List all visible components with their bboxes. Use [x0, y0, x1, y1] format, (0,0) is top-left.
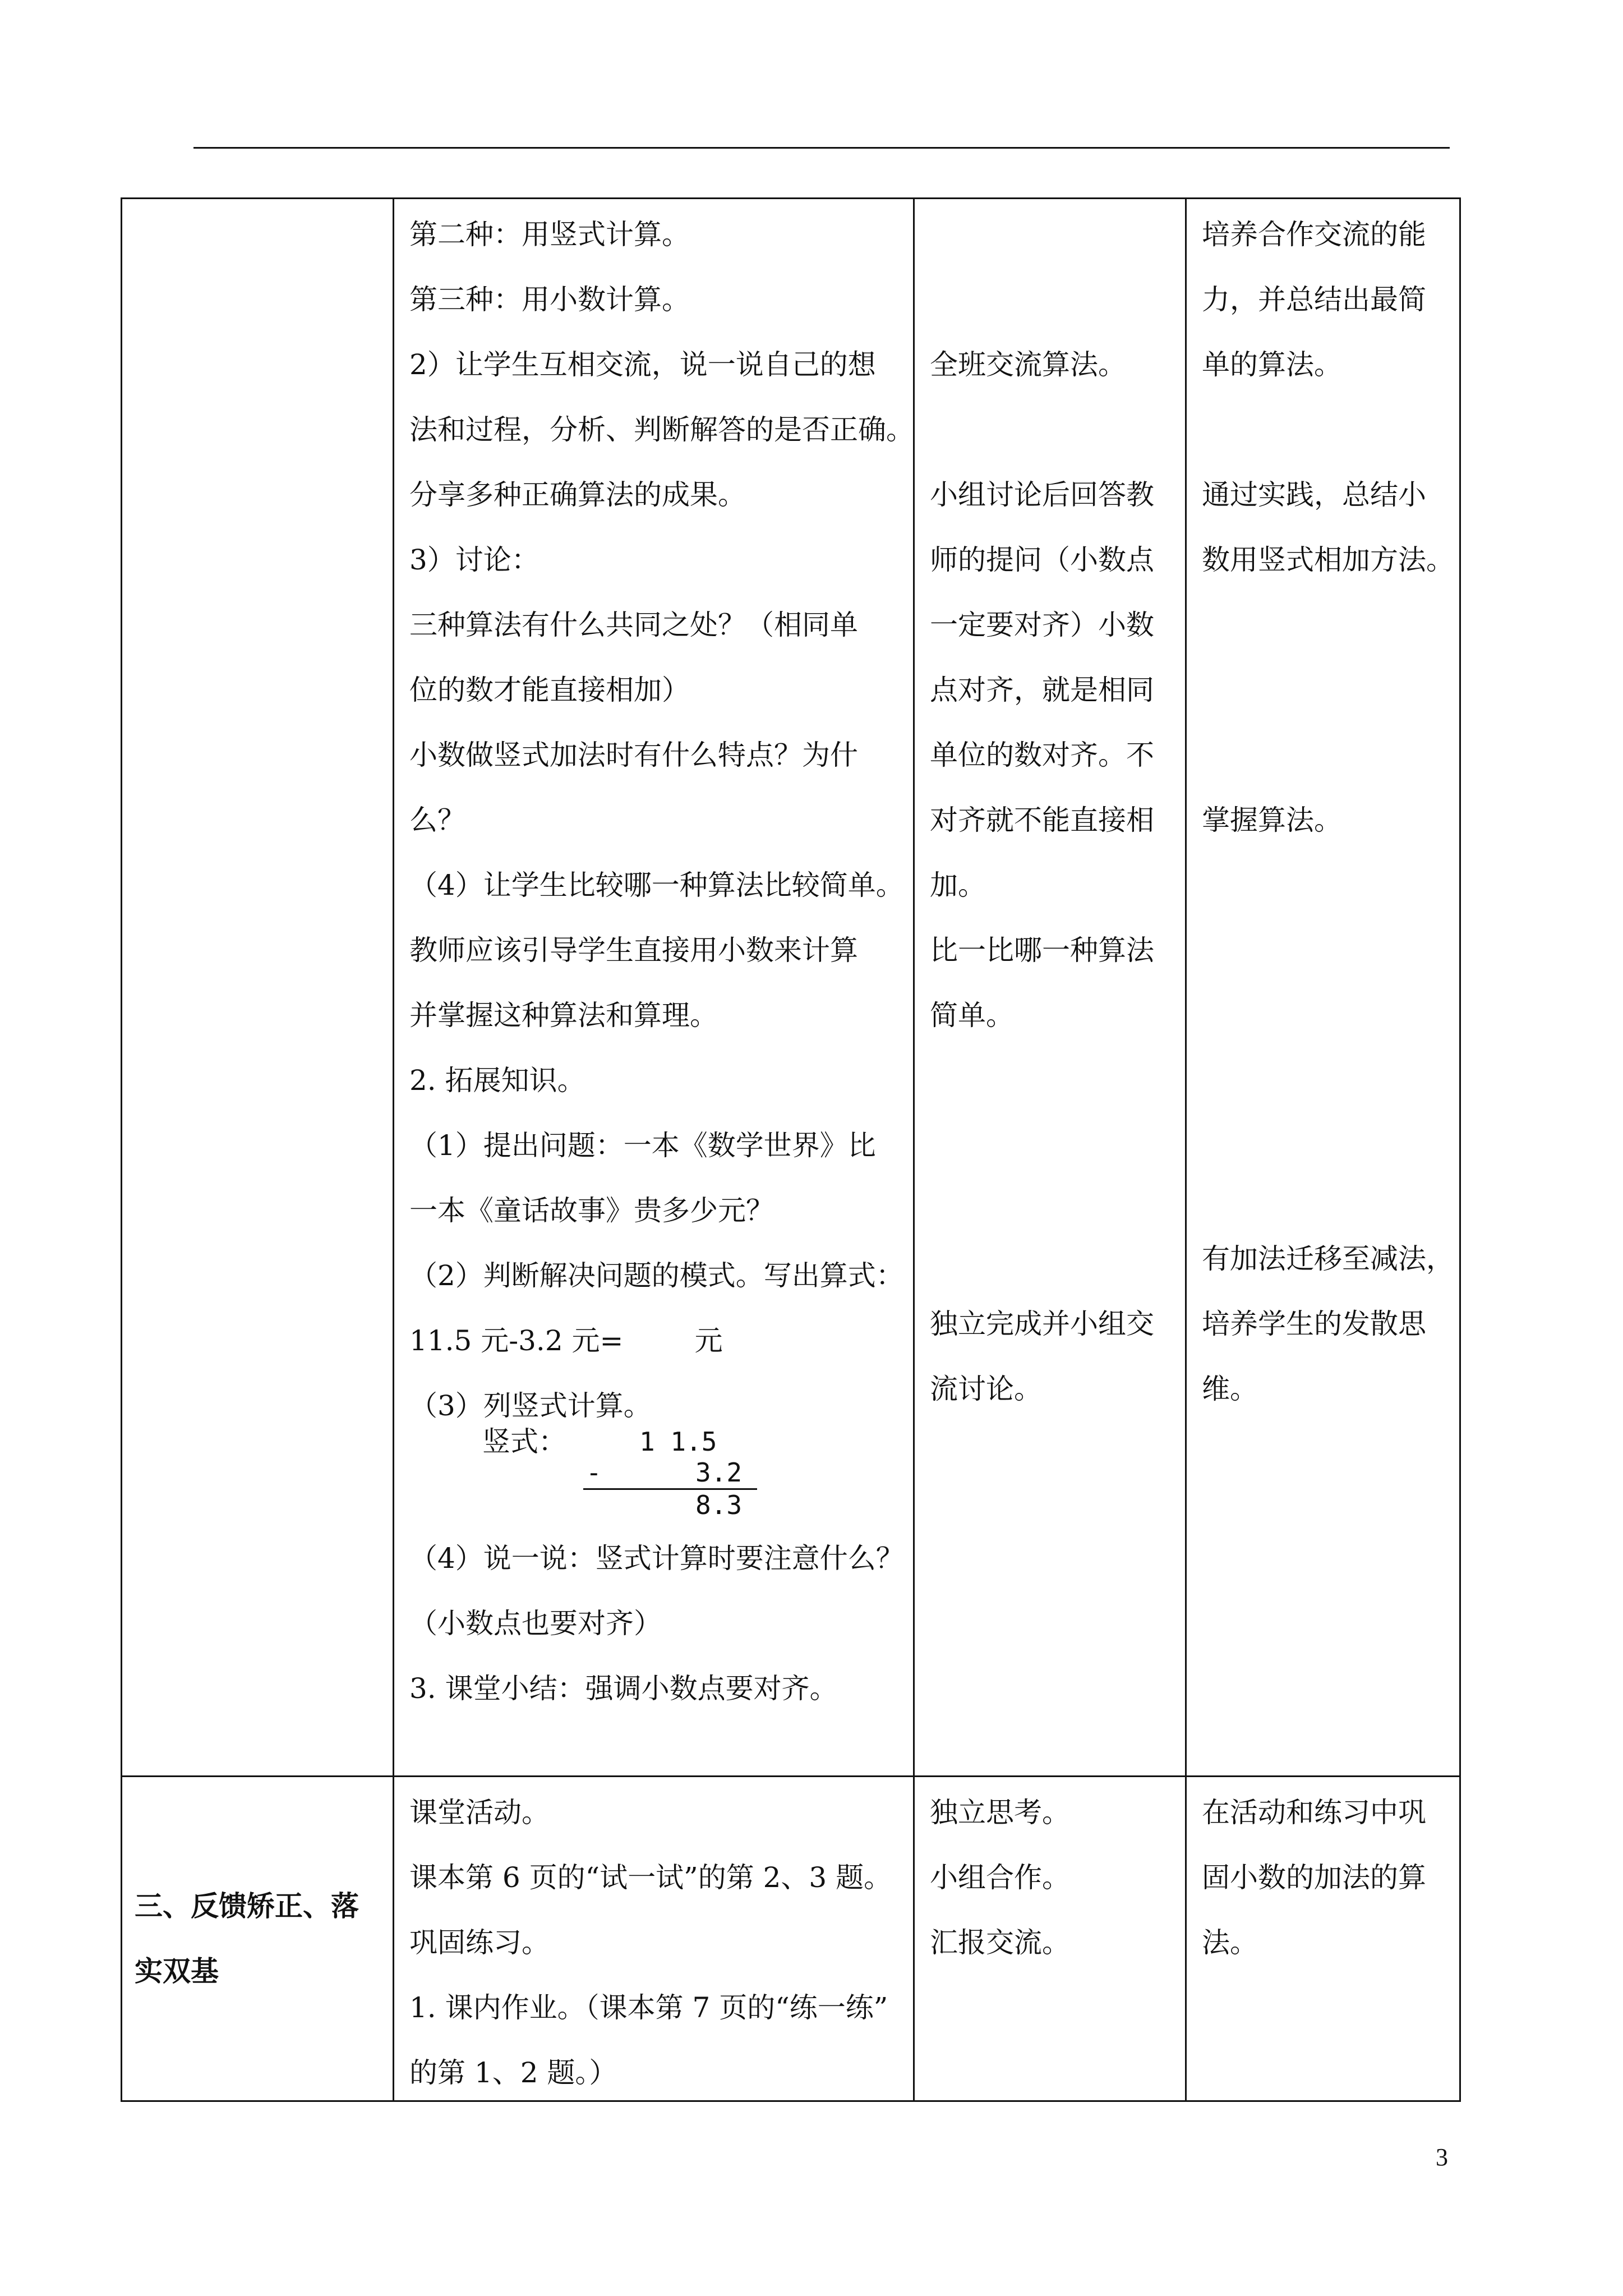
row1-intent-line: 数用竖式相加方法。 [1202, 544, 1454, 576]
row1-content-line: 三种算法有什么共同之处？（相同单 [409, 609, 858, 641]
vertical-calc-label: 竖式： [482, 1425, 566, 1458]
header-rule [193, 147, 1450, 149]
row1-student-line: 比一比哪一种算法 [930, 934, 1154, 967]
row2-content-line: 课本第 6 页的“试一试”的第 2、3 题。 [409, 1861, 892, 1894]
row1-content-line: 教师应该引导学生直接用小数来计算 [409, 934, 858, 967]
row1-content-line: 11.5 元-3.2 元= 元 [409, 1324, 723, 1357]
row2-student-line: 独立思考。 [930, 1796, 1070, 1829]
row2-student-line: 汇报交流。 [930, 1926, 1070, 1959]
row1-content-line: （4）说一说：竖式计算时要注意什么？ [409, 1542, 904, 1575]
row2-content-line: 课堂活动。 [409, 1796, 550, 1829]
row2-intent-line: 法。 [1202, 1926, 1258, 1959]
row1-content-line: 分享多种正确算法的成果。 [409, 478, 746, 511]
row1-intent-line: 力，并总结出最简 [1202, 283, 1426, 316]
row2-intent-line: 固小数的加法的算 [1202, 1861, 1426, 1894]
row1-intent-line: 通过实践，总结小 [1202, 478, 1426, 511]
row2-student-line: 小组合作。 [930, 1861, 1070, 1894]
row1-student-line: 小组讨论后回答教 [930, 478, 1154, 511]
row1-content-line: （4）让学生比较哪一种算法比较简单。 [409, 869, 904, 901]
col-divider-1 [393, 197, 394, 2102]
row1-student-line: 加。 [930, 869, 986, 901]
row1-content-line: 位的数才能直接相加） [409, 674, 690, 706]
page-number: 3 [1436, 2143, 1448, 2171]
row2-content-line: 巩固练习。 [409, 1926, 550, 1959]
row1-student-line: 简单。 [930, 999, 1014, 1032]
row1-intent-line: 培养合作交流的能 [1202, 218, 1426, 251]
row1-intent-line: 培养学生的发散思 [1202, 1308, 1426, 1340]
stage-title-line: 三、反馈矫正、落 [135, 1889, 359, 1922]
row1-content-line: （3）列竖式计算。 [409, 1389, 652, 1422]
row1-content-line: 2）让学生互相交流，说一说自己的想 [409, 348, 876, 381]
row1-student-line: 单位的数对齐。不 [930, 739, 1154, 771]
row1-content-line: 小数做竖式加法时有什么特点？为什 [409, 739, 858, 771]
col-divider-2 [913, 197, 915, 2102]
row1-student-line: 独立完成并小组交 [930, 1308, 1154, 1340]
row1-content-line: 么？ [409, 804, 465, 836]
row1-content-line: 3. 课堂小结：强调小数点要对齐。 [409, 1672, 838, 1705]
row1-content-line: 第三种：用小数计算。 [409, 283, 690, 316]
row1-content-line: 一本《童话故事》贵多少元？ [409, 1194, 774, 1227]
row1-content-line: 法和过程，分析、判断解答的是否正确。 [409, 413, 914, 446]
row1-student-line: 一定要对齐）小数 [930, 609, 1154, 641]
vertical-calc-middle: 3.2 [695, 1457, 743, 1488]
row1-student-line: 流讨论。 [930, 1373, 1042, 1405]
row2-content-line: 的第 1、2 题。） [409, 2056, 617, 2089]
row2-content-line: 1. 课内作业。（课本第 7 页的“练一练” [409, 1991, 888, 2024]
row1-intent-line: 维。 [1202, 1373, 1258, 1405]
vertical-calc-result: 8.3 [695, 1490, 743, 1520]
row1-intent-line: 掌握算法。 [1202, 804, 1342, 836]
row1-content-line: （小数点也要对齐） [409, 1607, 662, 1640]
row1-content-line: 2. 拓展知识。 [409, 1064, 585, 1097]
row1-student-line: 点对齐，就是相同 [930, 674, 1154, 706]
row1-content-line: 第二种：用竖式计算。 [409, 218, 690, 251]
row-divider [121, 1775, 1461, 1777]
row1-student-line: 全班交流算法。 [930, 348, 1126, 381]
row1-student-line: 师的提问（小数点 [930, 544, 1154, 576]
vertical-calc-top: 1 1.5 [639, 1427, 717, 1457]
row1-intent-line: 单的算法。 [1202, 348, 1342, 381]
stage-title-line: 实双基 [135, 1954, 219, 1987]
col-divider-3 [1185, 197, 1187, 2102]
row1-intent-line: 有加法迁移至减法， [1202, 1243, 1454, 1275]
row1-content-line: （2）判断解决问题的模式。写出算式： [409, 1259, 904, 1292]
row1-student-line: 对齐就不能直接相 [930, 804, 1154, 836]
vertical-calc-minus: - [586, 1457, 602, 1488]
row2-intent-line: 在活动和练习中巩 [1202, 1796, 1426, 1829]
row1-content-line: （1）提出问题：一本《数学世界》比 [409, 1129, 876, 1162]
row1-content-line: 3）讨论： [409, 544, 540, 576]
row1-content-line: 并掌握这种算法和算理。 [409, 999, 718, 1032]
